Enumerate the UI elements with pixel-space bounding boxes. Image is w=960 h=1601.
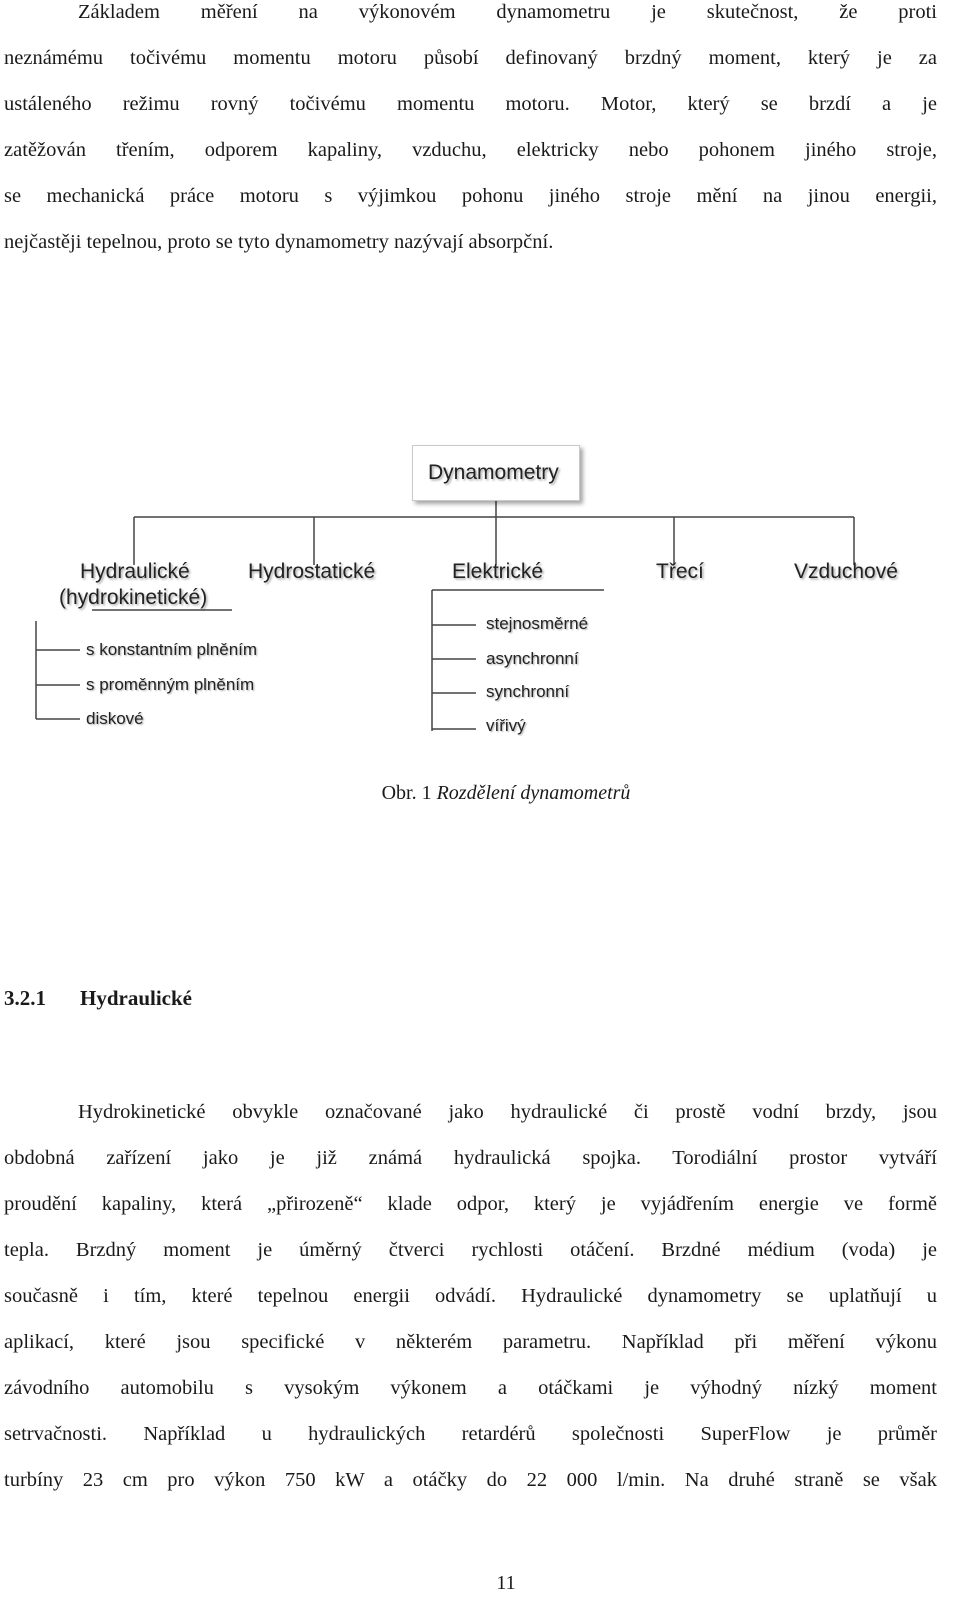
intro-paragraph (4, 0, 937, 265)
text-line: zatěžován třením, odporem kapaliny, vzduchu, elektricky nebo pohonem jiného stroje, (4, 139, 937, 161)
text-line: současně i tím, které tepelnou energii odvádí. Hydraulické dynamometry se uplatňují u (4, 1285, 937, 1307)
hydraulic-paragraph (4, 1089, 937, 1503)
electric-type-label: synchronní (486, 682, 570, 701)
electric-category-label: Elektrické (452, 560, 544, 583)
text-line: aplikací, které jsou specifické v některém parametru. Například při měření výkonu (4, 1331, 937, 1353)
section-number: 3.2.1 (4, 986, 46, 1010)
text-line: ustáleného režimu rovný točivému momentu motoru. Motor, který se brzdí a je (4, 93, 937, 115)
text-line: Hydrokinetické obvykle označované jako hydraulické či prostě vodní brzdy, jsou (78, 1101, 937, 1123)
text-line: nejčastěji tepelnou, proto se tyto dynamometry nazývají absorpční. (4, 231, 554, 253)
figure-caption-text: Rozdělení dynamometrů (436, 782, 631, 804)
page-number: 11 (496, 1572, 516, 1594)
text-line: setrvačnosti. Například u hydraulických retardérů společnosti SuperFlow je průměr (4, 1423, 937, 1445)
text-line: se mechanická práce motoru s výjimkou pohonu jiného stroje mění na jinou energii, (4, 185, 937, 207)
text-line: závodního automobilu s vysokým výkonem a otáčkami je výhodný nízký moment (4, 1377, 937, 1399)
section-title: Hydraulické (80, 986, 193, 1010)
text-line: neznámému točivému momentu motoru působí definovaný brzdný moment, který je za (4, 47, 937, 69)
hydrostatic-category-label: Hydrostatické (248, 560, 376, 583)
section-heading (4, 986, 192, 1011)
electric-type-label: vířivý (486, 716, 526, 735)
hydraulic-type-label: s konstantním plněním (86, 640, 258, 659)
text-line: tepla. Brzdný moment je úměrný čtverci rychlosti otáčení. Brzdné médium (voda) je (4, 1239, 937, 1261)
text-line: proudění kapaliny, která „přirozeně“ klade odpor, který je vyjádřením energie ve formě (4, 1193, 937, 1215)
text-line: turbíny 23 cm pro výkon 750 kW a otáčky do 22 000 l/min. Na druhé straně se však (4, 1469, 937, 1491)
hydraulic-type-label: s proměnným plněním (86, 675, 255, 694)
figure-caption (0, 782, 960, 805)
dynamometer-classification-diagram (0, 435, 960, 755)
air-category-label: Vzduchové (794, 560, 898, 583)
hydraulic-category-sublabel: (hydrokinetické) (59, 586, 208, 609)
electric-type-label: asynchronní (486, 649, 579, 668)
hydraulic-category-label: Hydraulické (80, 560, 190, 583)
text-line: obdobná zařízení jako je již známá hydraulická spojka. Torodiální prostor vytváří (4, 1147, 937, 1169)
hydraulic-type-label: diskové (86, 709, 144, 728)
electric-type-label: stejnosměrné (486, 614, 589, 633)
root-node-label: Dynamometry (428, 461, 559, 484)
text-line: Základem měření na výkonovém dynamometru je skutečnost, že proti (78, 1, 937, 23)
friction-category-label: Třecí (656, 560, 704, 583)
figure-label: Obr. 1 (381, 782, 432, 804)
